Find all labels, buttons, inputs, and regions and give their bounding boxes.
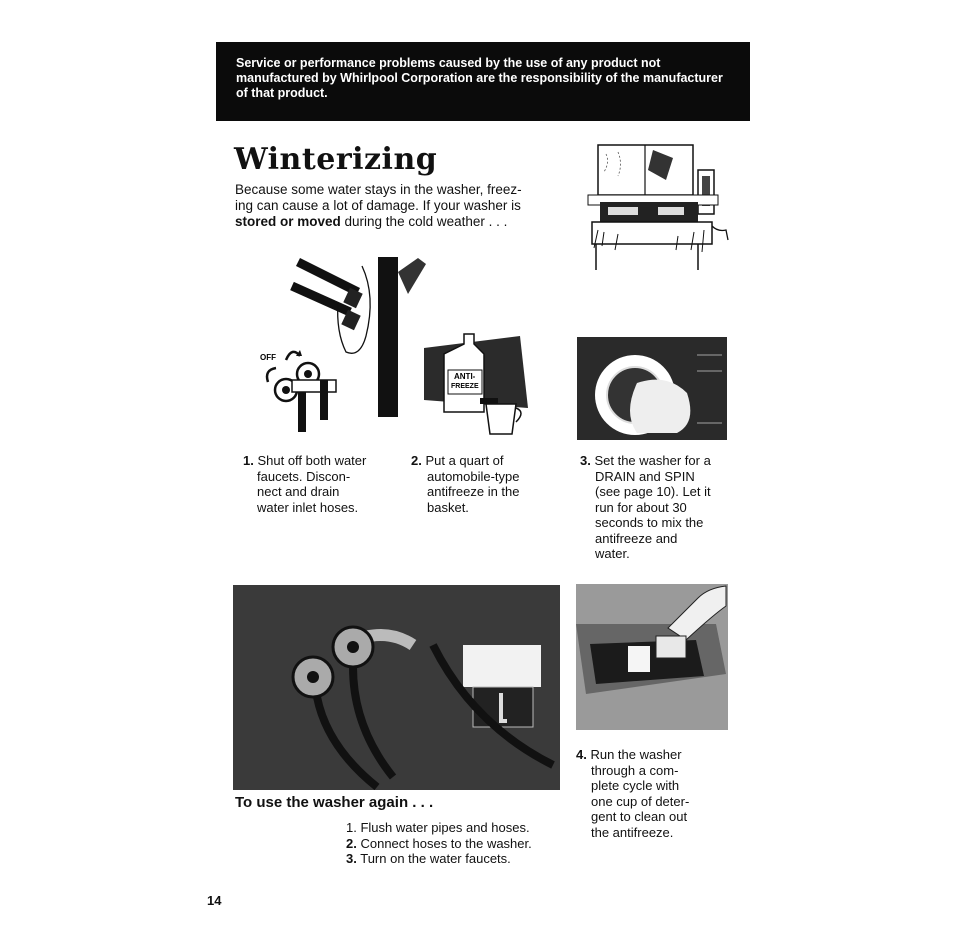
step-3-line-6: antifreeze and: [595, 530, 678, 546]
off-label: OFF: [260, 353, 276, 362]
detergent-cup-photo: [576, 584, 728, 730]
step-3: [580, 453, 711, 562]
step-2-line-2: automobile-type: [427, 468, 520, 484]
section-title: Winterizing: [234, 142, 438, 177]
step-4-line-3: plete cycle with: [591, 778, 680, 793]
step-3-line-4: run for about 30: [595, 499, 687, 515]
intro-line-2: ing can cause a lot of damage. If your washer is: [235, 198, 521, 213]
step-1-line-3: nect and drain: [257, 484, 340, 499]
step-2-number: 2.: [411, 453, 422, 468]
step-1-line-4: water inlet hoses.: [257, 499, 359, 515]
step-1-line-1: Shut off both water: [257, 453, 367, 468]
step-3-line-5: seconds to mix the: [595, 515, 704, 530]
step-1: [243, 453, 366, 515]
reuse-step-3-number: 3.: [346, 851, 357, 866]
intro-line-1: Because some water stays in the washer, freez-: [235, 182, 522, 197]
step-3-line-3: (see page 10). Let it: [595, 484, 711, 499]
step-4-line-6: the antifreeze.: [591, 824, 674, 840]
antifreeze-jug-illustration: [424, 330, 532, 442]
page-number: 14: [207, 893, 222, 908]
step-4-line-4: one cup of deter-: [591, 793, 690, 809]
step-2-line-1: Put a quart of: [425, 453, 504, 468]
reuse-step-2-number: 2.: [346, 835, 357, 851]
antifreeze-label-1: ANTI-: [454, 372, 476, 381]
step-2-line-3: antifreeze in the: [427, 484, 520, 499]
step-4-line-2: through a com-: [591, 762, 679, 778]
faucet-shutoff-illustration: [258, 252, 433, 442]
intro-paragraph: [235, 182, 575, 230]
step-2-line-4: basket.: [427, 499, 469, 515]
antifreeze-label-2: FREEZE: [451, 383, 479, 390]
step-4-number: 4.: [576, 747, 587, 762]
step-4-line-5: gent to clean out: [591, 809, 688, 824]
reuse-step-3: [346, 851, 532, 867]
frozen-washer-illustration: [578, 140, 730, 275]
step-3-line-7: water.: [595, 546, 630, 561]
intro-line-3-end: during the cold weather . . .: [340, 214, 508, 229]
reuse-heading: To use the washer again . . .: [235, 794, 434, 811]
intro-emphasis: stored or moved: [235, 214, 341, 229]
step-2: [411, 453, 520, 515]
step-3-number: 3.: [580, 453, 591, 468]
reuse-step-2-text: Connect hoses to the washer.: [360, 835, 532, 851]
step-1-line-2: faucets. Discon-: [257, 468, 351, 484]
reuse-step-3-text: Turn on the water faucets.: [360, 851, 511, 866]
reuse-steps-list: [346, 820, 532, 867]
step-1-number: 1.: [243, 453, 254, 468]
step-4: [576, 747, 689, 840]
dial-setting-photo: [577, 337, 727, 440]
reuse-step-2: [346, 836, 532, 852]
step-3-line-1: Set the washer for a: [594, 453, 711, 468]
step-3-line-2: DRAIN and SPIN: [595, 468, 695, 484]
step-4-line-1: Run the washer: [590, 747, 682, 762]
reuse-step-1-number: 1.: [346, 820, 357, 835]
disclaimer-text: Service or performance problems caused by the use of any product not manufactured by Whirlpool Corporation are the responsibility of the manufacturer of that product.: [236, 56, 723, 100]
disclaimer-banner: [216, 42, 750, 121]
reuse-step-1-text: Flush water pipes and hoses.: [360, 820, 530, 835]
reuse-step-1: [346, 820, 532, 836]
hose-reconnect-photo: [233, 585, 560, 790]
